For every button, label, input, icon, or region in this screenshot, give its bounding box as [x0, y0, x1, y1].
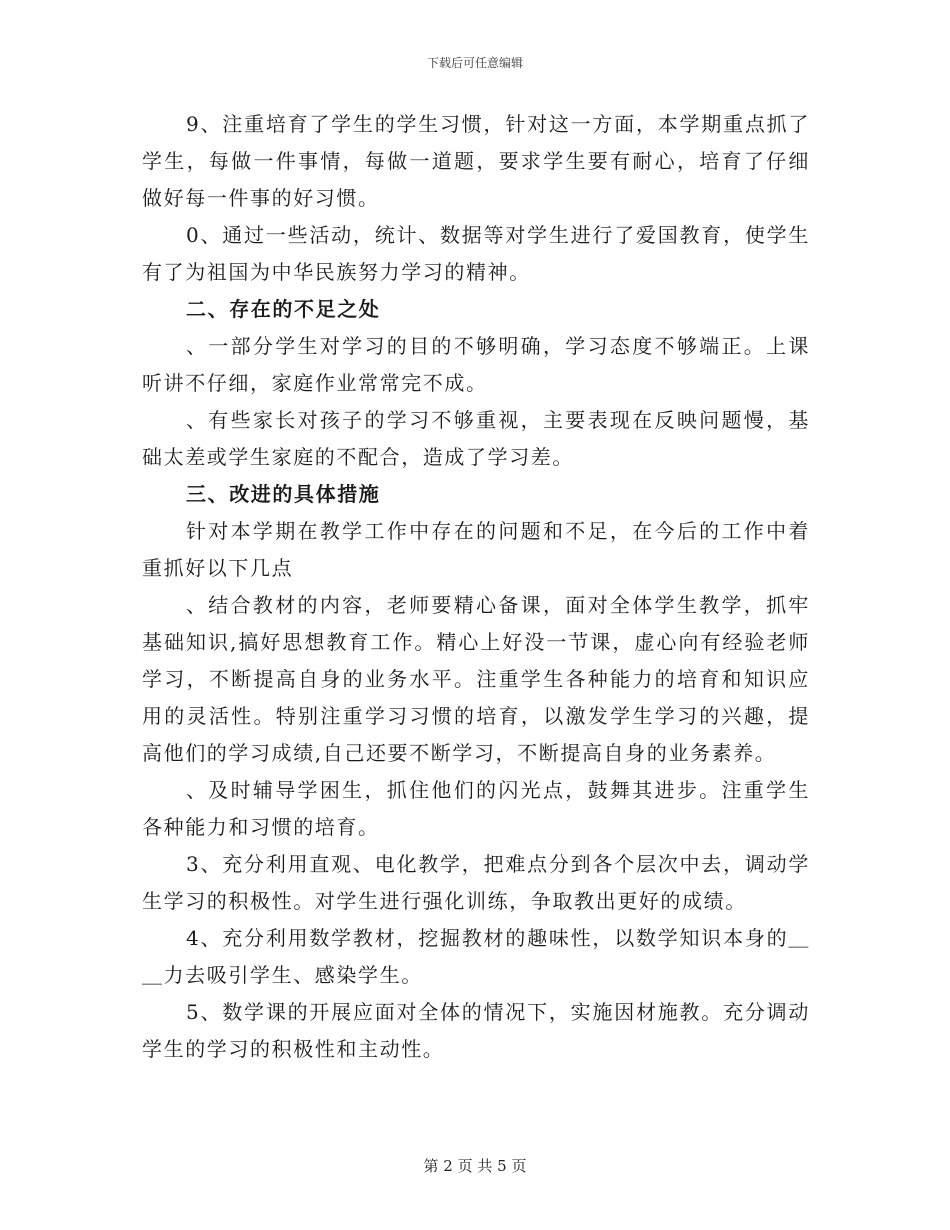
- paragraph-measure-1: 、结合教材的内容，老师要精心备课，面对全体学生教学，抓牢基础知识,搞好思想教育工作。精心上好没一节课，虚心向有经验老师学习，不断提高自身的业务水平。注重学生各种能力的培育和知识应用的灵活性。特别注重学习习惯的培育，以激发学生学习的兴趣，提高他们的学习成绩,自己还要不断学习，不断提高自身的业务素养。: [142, 593, 810, 765]
- paragraph-measure-2: 、及时辅导学困生，抓住他们的闪光点，鼓舞其进步。注重学生各种能力和习惯的培育。: [142, 778, 810, 839]
- section-heading-shortcomings: 二、存在的不足之处: [186, 297, 381, 321]
- document-body: [142, 106, 810, 1068]
- paragraph-measures-intro: 针对本学期在教学工作中存在的问题和不足，在今后的工作中着重抓好以下几点: [142, 519, 810, 580]
- page-number: 第 2 页 共 5 页: [423, 1157, 527, 1175]
- paragraph-9: 9、注重培育了学生的学生习惯，针对这一方面，本学期重点抓了学生，每做一件事情，每做一道题，要求学生要有耐心，培育了仔细做好每一件事的好习惯。: [142, 112, 810, 210]
- paragraph-shortcoming-1: 、一部分学生对学习的目的不够明确，学习态度不够端正。上课听讲不仔细，家庭作业常常完不成。: [142, 334, 810, 395]
- page-header-note: 下载后可任意编辑: [426, 56, 523, 70]
- section-heading-measures: 三、改进的具体措施: [186, 482, 381, 506]
- paragraph-measure-4: 4、充分利用数学教材，挖掘教材的趣味性，以数学知识本身的＿＿力去吸引学生、感染学生。: [142, 926, 810, 987]
- paragraph-shortcoming-2: 、有些家长对孩子的学习不够重视，主要表现在反映问题慢，基础太差或学生家庭的不配合，造成了学习差。: [142, 408, 810, 469]
- paragraph-10: 0、通过一些活动，统计、数据等对学生进行了爱国教育，使学生有了为祖国为中华民族努力学习的精神。: [142, 223, 810, 284]
- paragraph-measure-5: 5、数学课的开展应面对全体的情况下，实施因材施教。充分调动学生的学习的积极性和主动性。: [142, 1000, 810, 1061]
- paragraph-measure-3: 3、充分利用直观、电化教学，把难点分到各个层次中去，调动学生学习的积极性。对学生进行强化训练，争取教出更好的成绩。: [142, 852, 810, 913]
